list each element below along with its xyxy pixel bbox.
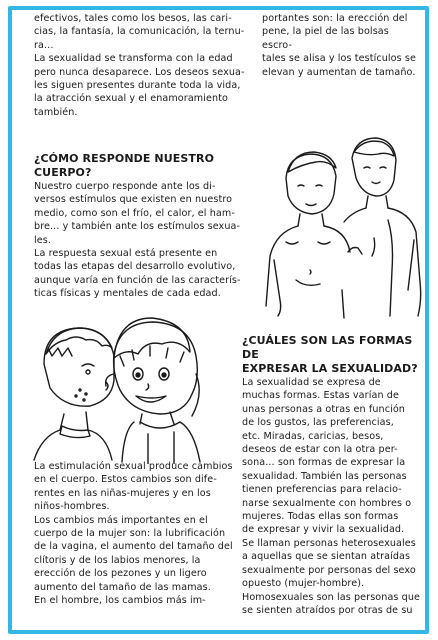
two-young-men-illustration — [256, 120, 426, 320]
text-line: se sienten atraídos por otras de su — [242, 604, 413, 616]
text-line: tales se alisa y los testículos se — [262, 53, 416, 65]
text-line: a aquellas que se sientan atraídas — [242, 551, 411, 563]
text-line: narse sexualmente con hombres o — [242, 497, 412, 509]
text-line: sexualidad. También las personas — [242, 470, 407, 482]
text-line: La respuesta sexual está presente en — [34, 248, 218, 260]
text-line: La sexualidad se transforma con la edad — [34, 53, 233, 65]
text-line: erección de los pezones y un ligero — [34, 568, 207, 580]
text-line: bre... y también ante los estímulos sexua- — [34, 221, 241, 233]
text-line: la atracción sexual y el enamoramiento — [34, 93, 229, 105]
section-heading: ¿CÓMO RESPONDE NUESTRO CUERPO? — [34, 152, 215, 179]
text-line: muchas formas. Estas varían de — [242, 390, 399, 402]
text-line: en el cuerpo. Estos cambios son dife- — [34, 474, 217, 486]
text-line: todas las etapas del desarrollo evolutivo, — [34, 261, 236, 273]
text-line: mujeres. Todas ellas son formas — [242, 511, 399, 523]
text-line: niños-hombres. — [34, 501, 110, 513]
text-line: efectivos, tales como los besos, las cari- — [34, 13, 232, 24]
text-line: etc. Miradas, caricias, besos, — [242, 430, 384, 442]
kissing-children-illustration — [30, 304, 230, 464]
text-line: también. — [34, 106, 78, 118]
text-line: deseos de estar con la otra per- — [242, 444, 398, 456]
stimulation-changes-paragraph — [34, 460, 256, 607]
text-line: les siguen presentes durante toda la vida, — [34, 80, 241, 92]
text-line: aunque varía en función de las caracterís- — [34, 274, 241, 286]
text-line: ra... — [34, 39, 54, 51]
text-line: sexualmente por personas del sexo — [242, 564, 416, 576]
text-line: Nuestro cuerpo responde ante los di- — [34, 181, 216, 192]
text-line: opuesto (mujer-hombre). — [242, 578, 365, 590]
text-line: de los gustos, las preferencias, — [242, 417, 394, 429]
section-heading: EXPRESAR LA SEXUALIDAD? — [242, 362, 418, 375]
text-line: Homosexuales son las personas que — [242, 591, 421, 603]
text-line: La sexualidad se expresa de — [242, 377, 381, 388]
text-line: ticas físicas y mentales de cada edad. — [34, 288, 221, 300]
text-line: de expresar y vivir la sexualidad. — [242, 524, 405, 536]
intro-paragraph — [34, 12, 252, 119]
section-forms-of-expression — [242, 334, 428, 617]
text-line: En el hombre, los cambios más im- — [34, 595, 206, 607]
section-body-response — [34, 152, 256, 301]
text-line: cuerpo de la mujer son: la lubrificación — [34, 528, 226, 540]
text-line: les. — [34, 234, 52, 246]
text-line: pero nunca desaparece. Los deseos sexua- — [34, 66, 245, 78]
text-line: elevan y aumentan de tamaño. — [262, 66, 416, 78]
text-line: de la vagina, el aumento del tamaño del — [34, 541, 233, 553]
text-line: Los cambios más importantes en el — [34, 514, 208, 526]
text-line: sona... son formas de expresar la — [242, 457, 406, 469]
text-line: cias, la fantasía, la comunicación, la ternu- — [34, 26, 245, 38]
text-line: rentes en las niñas-mujeres y en los — [34, 487, 211, 499]
text-line: clítoris y de los labios menores, la — [34, 554, 201, 566]
text-line: Se llaman personas heterosexuales — [242, 537, 416, 549]
text-line: unas personas a otras en función — [242, 403, 405, 415]
male-changes-continuation — [262, 12, 422, 79]
text-line: medio, como son el frío, el calor, el ham- — [34, 207, 235, 219]
text-line: tienen preferencias para relacio- — [242, 484, 402, 496]
section-heading: ¿CUÁLES SON LAS FORMAS DE — [242, 334, 413, 361]
text-line: pene, la piel de las bolsas escro- — [262, 26, 389, 51]
text-line: versos estímulos que existen en nuestro — [34, 194, 233, 206]
text-line: aumento del tamaño de las mamas. — [34, 581, 211, 593]
text-line: portantes son: la erección del — [262, 13, 408, 24]
text-line: La estimulación sexual produce cambios — [34, 461, 233, 472]
